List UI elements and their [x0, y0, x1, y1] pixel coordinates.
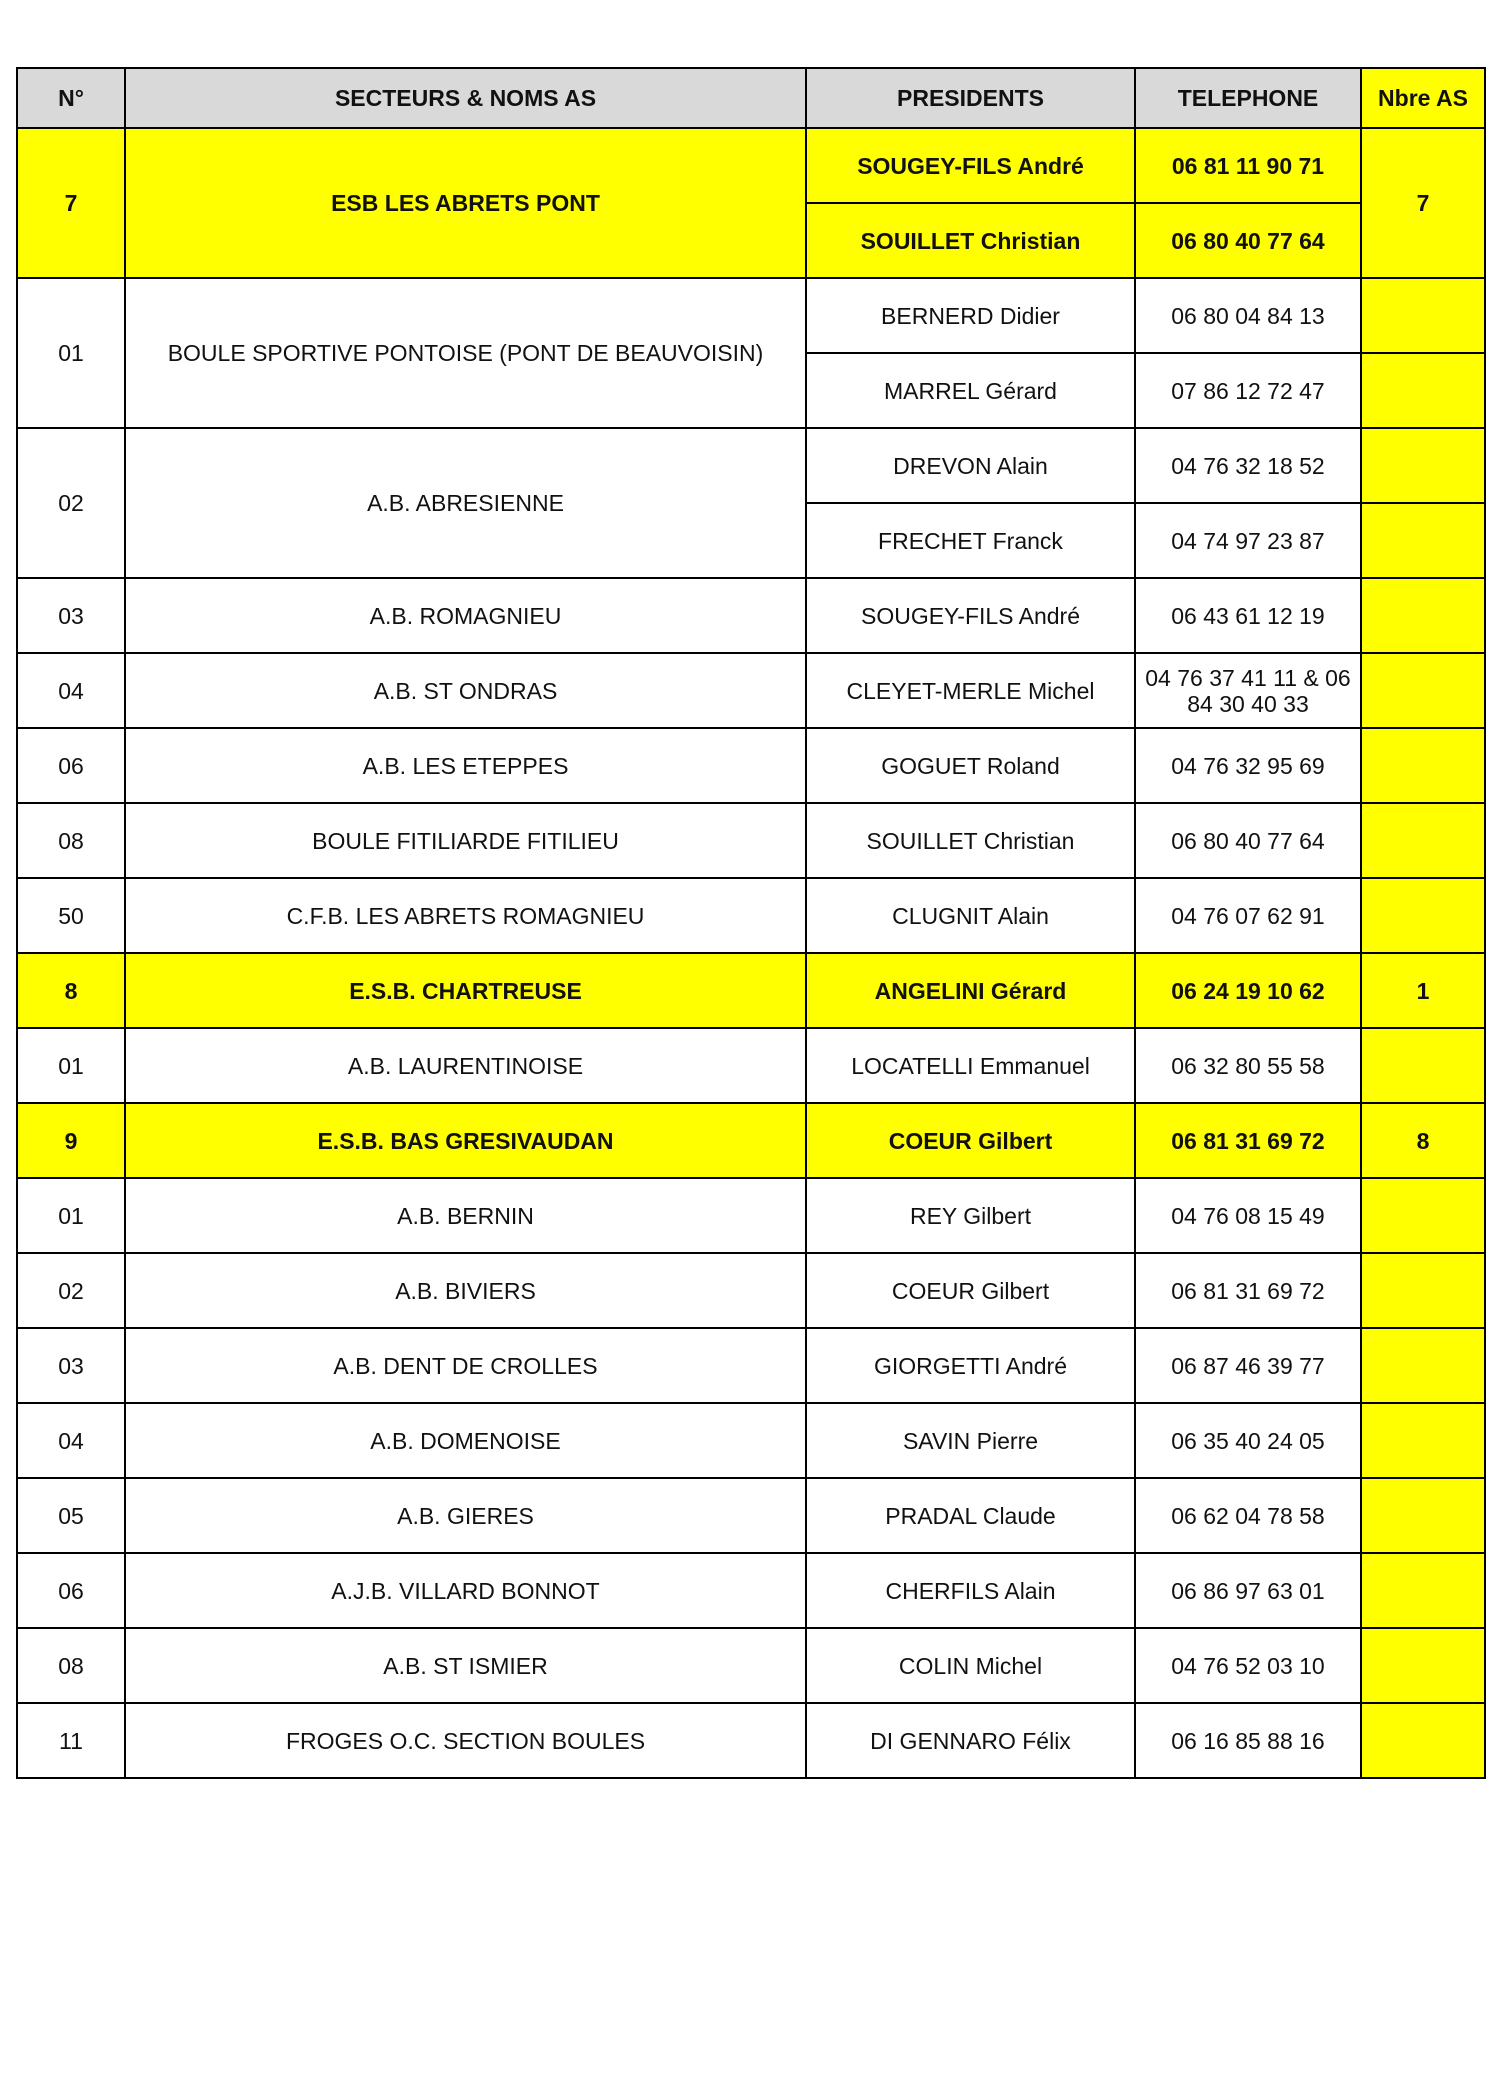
sector-row [17, 1103, 1485, 1178]
club-count [1361, 353, 1485, 428]
president-name: PRADAL Claude [806, 1478, 1135, 1553]
club-count: 7 [1361, 128, 1485, 278]
associations-table [16, 67, 1486, 1779]
president-name: BERNERD Didier [806, 278, 1135, 353]
president-name: COEUR Gilbert [806, 1253, 1135, 1328]
club-name: A.J.B. VILLARD BONNOT [125, 1553, 806, 1628]
club-count [1361, 1253, 1485, 1328]
club-name: A.B. BIVIERS [125, 1253, 806, 1328]
row-number: 06 [17, 728, 125, 803]
club-name: A.B. GIERES [125, 1478, 806, 1553]
header-row [17, 68, 1485, 128]
club-name: A.B. ST ONDRAS [125, 653, 806, 728]
phone-number: 06 32 80 55 58 [1135, 1028, 1361, 1103]
club-name: A.B. DOMENOISE [125, 1403, 806, 1478]
president-name: DREVON Alain [806, 428, 1135, 503]
president-name: SOUGEY-FILS André [806, 128, 1135, 203]
club-count: 8 [1361, 1103, 1485, 1178]
president-name: CLEYET-MERLE Michel [806, 653, 1135, 728]
phone-number: 06 80 40 77 64 [1135, 203, 1361, 278]
club-row [17, 1028, 1485, 1103]
club-row [17, 1328, 1485, 1403]
club-row [17, 1628, 1485, 1703]
club-row [17, 728, 1485, 803]
club-name: A.B. ROMAGNIEU [125, 578, 806, 653]
phone-number: 06 81 31 69 72 [1135, 1253, 1361, 1328]
row-number: 08 [17, 1628, 125, 1703]
sector-name: E.S.B. CHARTREUSE [125, 953, 806, 1028]
phone-number: 04 76 08 15 49 [1135, 1178, 1361, 1253]
club-count [1361, 1028, 1485, 1103]
president-name: CHERFILS Alain [806, 1553, 1135, 1628]
president-name: DI GENNARO Félix [806, 1703, 1135, 1778]
club-count: 1 [1361, 953, 1485, 1028]
president-name: ANGELINI Gérard [806, 953, 1135, 1028]
club-count [1361, 578, 1485, 653]
club-name: FROGES O.C. SECTION BOULES [125, 1703, 806, 1778]
club-count [1361, 803, 1485, 878]
club-row [17, 803, 1485, 878]
header-name: SECTEURS & NOMS AS [125, 68, 806, 128]
phone-number: 06 35 40 24 05 [1135, 1403, 1361, 1478]
phone-number: 04 76 32 95 69 [1135, 728, 1361, 803]
sector-row [17, 953, 1485, 1028]
club-count [1361, 278, 1485, 353]
phone-number: 06 81 11 90 71 [1135, 128, 1361, 203]
club-count [1361, 728, 1485, 803]
club-count [1361, 1478, 1485, 1553]
club-row [17, 1478, 1485, 1553]
club-count [1361, 1178, 1485, 1253]
club-count [1361, 653, 1485, 728]
row-number: 11 [17, 1703, 125, 1778]
row-number: 04 [17, 1403, 125, 1478]
row-number: 50 [17, 878, 125, 953]
phone-number: 06 86 97 63 01 [1135, 1553, 1361, 1628]
president-name: REY Gilbert [806, 1178, 1135, 1253]
row-number: 01 [17, 278, 125, 428]
president-name: SOUGEY-FILS André [806, 578, 1135, 653]
phone-number: 07 86 12 72 47 [1135, 353, 1361, 428]
phone-number: 04 76 52 03 10 [1135, 1628, 1361, 1703]
club-name: BOULE SPORTIVE PONTOISE (PONT DE BEAUVOISIN) [125, 278, 806, 428]
phone-number: 06 81 31 69 72 [1135, 1103, 1361, 1178]
sector-row [17, 128, 1485, 203]
club-count [1361, 878, 1485, 953]
phone-number: 04 76 37 41 11 & 06 84 30 40 33 [1135, 653, 1361, 728]
club-count [1361, 1403, 1485, 1478]
president-name: SAVIN Pierre [806, 1403, 1135, 1478]
club-row [17, 878, 1485, 953]
president-name: CLUGNIT Alain [806, 878, 1135, 953]
header-num: N° [17, 68, 125, 128]
phone-number: 06 87 46 39 77 [1135, 1328, 1361, 1403]
row-number: 03 [17, 1328, 125, 1403]
club-count [1361, 428, 1485, 503]
club-count [1361, 1553, 1485, 1628]
club-count [1361, 1328, 1485, 1403]
president-name: LOCATELLI Emmanuel [806, 1028, 1135, 1103]
sector-name: E.S.B. BAS GRESIVAUDAN [125, 1103, 806, 1178]
phone-number: 06 80 40 77 64 [1135, 803, 1361, 878]
header-count: Nbre AS [1361, 68, 1485, 128]
club-row [17, 428, 1485, 503]
president-name: COEUR Gilbert [806, 1103, 1135, 1178]
club-name: A.B. LES ETEPPES [125, 728, 806, 803]
row-number: 02 [17, 428, 125, 578]
president-name: FRECHET Franck [806, 503, 1135, 578]
club-row [17, 1553, 1485, 1628]
phone-number: 06 80 04 84 13 [1135, 278, 1361, 353]
phone-number: 06 43 61 12 19 [1135, 578, 1361, 653]
row-number: 08 [17, 803, 125, 878]
president-name: MARREL Gérard [806, 353, 1135, 428]
phone-number: 04 74 97 23 87 [1135, 503, 1361, 578]
row-number: 06 [17, 1553, 125, 1628]
president-name: SOUILLET Christian [806, 803, 1135, 878]
president-name: COLIN Michel [806, 1628, 1135, 1703]
club-count [1361, 503, 1485, 578]
club-row [17, 1178, 1485, 1253]
club-name: BOULE FITILIARDE FITILIEU [125, 803, 806, 878]
club-name: A.B. ABRESIENNE [125, 428, 806, 578]
row-number: 7 [17, 128, 125, 278]
phone-number: 06 62 04 78 58 [1135, 1478, 1361, 1553]
row-number: 9 [17, 1103, 125, 1178]
club-name: A.B. DENT DE CROLLES [125, 1328, 806, 1403]
phone-number: 04 76 32 18 52 [1135, 428, 1361, 503]
sector-name: ESB LES ABRETS PONT [125, 128, 806, 278]
president-name: SOUILLET Christian [806, 203, 1135, 278]
president-name: GOGUET Roland [806, 728, 1135, 803]
club-row [17, 278, 1485, 353]
club-row [17, 653, 1485, 728]
row-number: 01 [17, 1178, 125, 1253]
row-number: 01 [17, 1028, 125, 1103]
phone-number: 04 76 07 62 91 [1135, 878, 1361, 953]
phone-number: 06 16 85 88 16 [1135, 1703, 1361, 1778]
club-row [17, 1703, 1485, 1778]
row-number: 03 [17, 578, 125, 653]
club-name: A.B. LAURENTINOISE [125, 1028, 806, 1103]
club-row [17, 1403, 1485, 1478]
row-number: 05 [17, 1478, 125, 1553]
row-number: 8 [17, 953, 125, 1028]
phone-number: 06 24 19 10 62 [1135, 953, 1361, 1028]
club-row [17, 578, 1485, 653]
header-phone: TELEPHONE [1135, 68, 1361, 128]
club-count [1361, 1703, 1485, 1778]
club-name: A.B. ST ISMIER [125, 1628, 806, 1703]
row-number: 02 [17, 1253, 125, 1328]
header-president: PRESIDENTS [806, 68, 1135, 128]
club-count [1361, 1628, 1485, 1703]
row-number: 04 [17, 653, 125, 728]
club-row [17, 1253, 1485, 1328]
club-name: A.B. BERNIN [125, 1178, 806, 1253]
club-name: C.F.B. LES ABRETS ROMAGNIEU [125, 878, 806, 953]
president-name: GIORGETTI André [806, 1328, 1135, 1403]
